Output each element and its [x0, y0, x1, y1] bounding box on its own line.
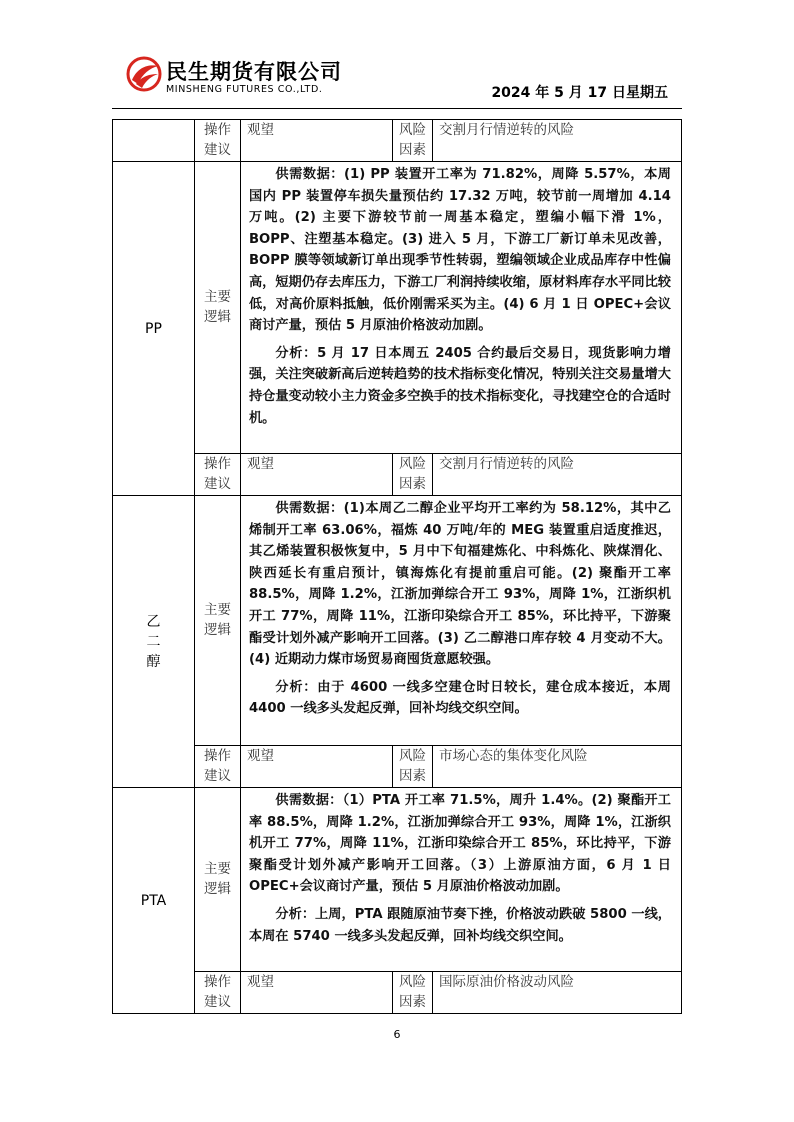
company-name-cn: 民生期货有限公司 — [166, 60, 342, 84]
supply-demand-paragraph: 供需数据：(1)本周乙二醇企业平均开工率约为 58.12%，其中乙烯制开工率 63.06%，福炼 40 万吨/年的 MEG 装置重启适度推迟，其乙烯装置积极恢复中，5 月中下旬福建炼化、中科炼化、陕煤渭化、陕西延长有重启预计，镇海炼化有提前重启可能。(2) 聚酯开工率 88.5%，周降 1.2%，江浙加弹综合开工 93%，周降 1%，江浙织机开工 77%，周降 11%，江浙印染综合开工 85%，环比持平，下游聚酯受计划外减产影响开工回落。(3) 乙二醇港口库存较 4 月变动不大。(4) 近期动力煤市场贸易商囤货意愿较强。 — [249, 501, 671, 668]
supply-demand-paragraph: 供需数据：（1）PTA 开工率 71.5%，周升 1.4%。(2) 聚酯开工率 88.5%，周降 1.2%，江浙加弹综合开工 93%，周降 1%，江浙织机开工 77%，周降 11%，江浙印染综合开工 85%，环比持平，下游聚酯受计划外减产影响开工回落。（3）上游原油方面，6 月 1 日 OPEC+会议商讨产量，预估 5 月原油价格波动加剧。 — [249, 793, 671, 895]
logic-content — [241, 788, 682, 972]
op-label: 操作建议 — [195, 972, 241, 1014]
strategy-table — [112, 119, 682, 1014]
logic-label: 主要逻辑 — [195, 788, 241, 972]
table-row — [113, 746, 682, 788]
op-value: 观望 — [241, 454, 393, 496]
supply-demand-paragraph: 供需数据：(1) PP 装置开工率为 71.82%，周降 5.57%，本周国内 PP 装置停车损失量预估约 17.32 万吨，较节前一周增加 4.14 万吨。(2) 主要下游较节前一周基本稳定，塑编小幅下滑 1%，BOPP、注塑基本稳定。(3) 进入 5 月，下游工厂新订单未见改善，BOPP 膜等领域新订单出现季节性转弱，塑编领域企业成品库存中性偏高，短期仍存去库压力，下游工厂利润持续收缩，原材料库存水平同比较低，对高价原料抵触，低价刚需采买为主。(4) 6 月 1 日 OPEC+会议商讨产量，预估 5 月原油价格波动加剧。 — [249, 167, 671, 334]
page-number: 6 — [393, 1028, 401, 1041]
logic-content — [241, 496, 682, 746]
op-label: 操作建议 — [195, 120, 241, 162]
analysis-paragraph: 分析：由于 4600 一线多空建仓时日较长，建仓成本接近，本周 4400 一线多头发起反弹，回补均线交织空间。 — [249, 679, 671, 717]
risk-value: 交割月行情逆转的风险 — [433, 120, 682, 162]
analysis-paragraph: 分析：5 月 17 日本周五 2405 合约最后交易日，现货影响力增强，关注突破新高后逆转趋势的技术指标变化情况，特别关注交易量增大持仓量变动较小主力资金多空换手的技术指标变化，寻找建空仓的合适时机。 — [249, 345, 671, 426]
report-date: 2024 年 5 月 17 日星期五 — [491, 85, 668, 101]
logic-label: 主要逻辑 — [195, 162, 241, 454]
table-row — [113, 788, 682, 972]
risk-label: 风险因素 — [393, 972, 433, 1014]
table-row — [113, 162, 682, 454]
risk-value: 国际原油价格波动风险 — [433, 972, 682, 1014]
risk-value: 交割月行情逆转的风险 — [433, 454, 682, 496]
logic-label: 主要逻辑 — [195, 496, 241, 746]
risk-label: 风险因素 — [393, 120, 433, 162]
op-value: 观望 — [241, 972, 393, 1014]
table-row — [113, 972, 682, 1014]
table-row — [113, 496, 682, 746]
risk-label: 风险因素 — [393, 454, 433, 496]
table-row — [113, 120, 682, 162]
op-label: 操作建议 — [195, 454, 241, 496]
table-row — [113, 454, 682, 496]
product-name: PP — [113, 162, 195, 496]
product-cell-empty — [113, 120, 195, 162]
company-name-en: MINSHENG FUTURES CO.,LTD. — [166, 84, 323, 95]
op-value: 观望 — [241, 120, 393, 162]
op-value: 观望 — [241, 746, 393, 788]
op-label: 操作建议 — [195, 746, 241, 788]
header-divider — [112, 108, 682, 109]
minsheng-logo-icon — [126, 56, 162, 92]
company-logo — [126, 54, 366, 104]
product-name: 乙二醇 — [113, 496, 195, 788]
logic-content — [241, 162, 682, 454]
product-name: PTA — [113, 788, 195, 1014]
risk-value: 市场心态的集体变化风险 — [433, 746, 682, 788]
risk-label: 风险因素 — [393, 746, 433, 788]
analysis-paragraph: 分析：上周，PTA 跟随原油节奏下挫，价格波动跌破 5800 一线，本周在 5740 一线多头发起反弹，回补均线交织空间。 — [249, 906, 671, 944]
